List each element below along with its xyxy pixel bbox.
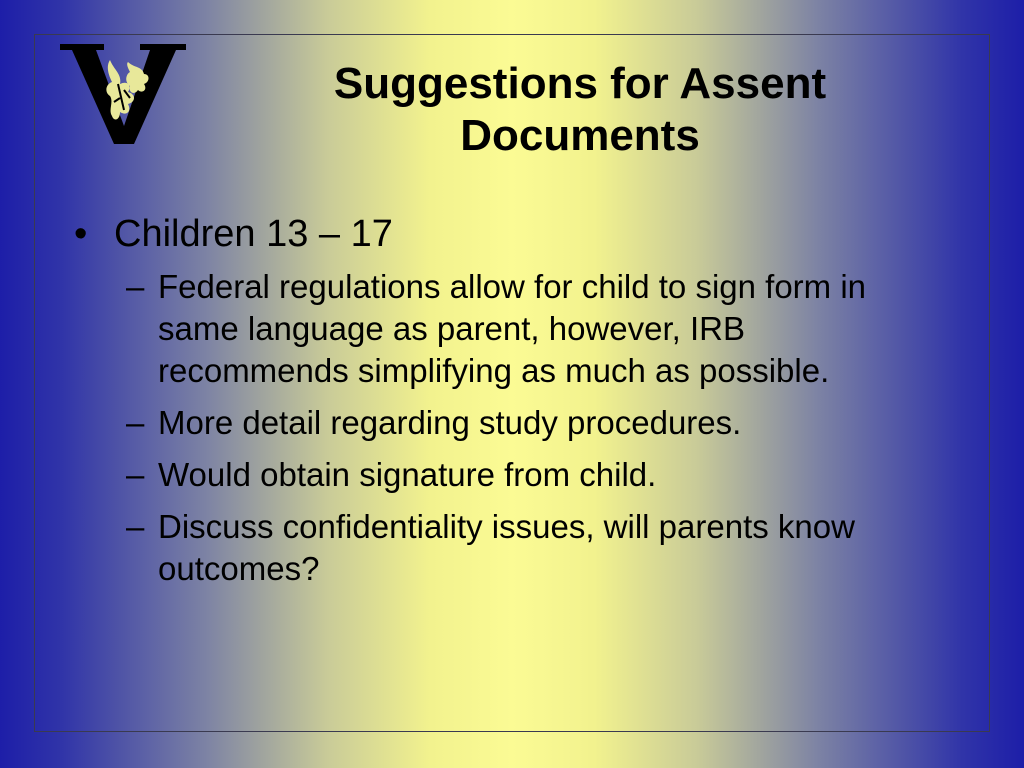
slide-body xyxy=(74,210,954,600)
sub-bullet-item xyxy=(126,402,938,444)
sub-bullet-item xyxy=(126,506,938,590)
slide-title-line-1: Suggestions for Assent xyxy=(333,59,827,108)
sub-bullet-text: Federal regulations allow for child to sign form in same language as parent, however, IRB recommends simplifying as much as possible. xyxy=(158,268,867,389)
slide-title xyxy=(230,58,930,162)
bullet-marker: • xyxy=(74,213,88,255)
v-logo-icon xyxy=(58,40,188,148)
sub-bullet-text: More detail regarding study procedures. xyxy=(158,404,742,441)
slide-title-line-2: Documents xyxy=(460,111,700,160)
sub-bullet-item xyxy=(126,454,938,496)
bullet-item xyxy=(74,210,954,258)
sub-bullet-text: Would obtain signature from child. xyxy=(158,456,657,493)
sub-bullet-marker: – xyxy=(126,456,145,493)
sub-bullet-item xyxy=(126,266,938,392)
bullet-text: Children 13 – 17 xyxy=(114,213,393,255)
sub-bullet-marker: – xyxy=(126,268,145,305)
sub-bullet-marker: – xyxy=(126,508,145,545)
sub-bullet-marker: – xyxy=(126,404,145,441)
sub-bullet-text: Discuss confidentiality issues, will parents know outcomes? xyxy=(158,508,855,587)
